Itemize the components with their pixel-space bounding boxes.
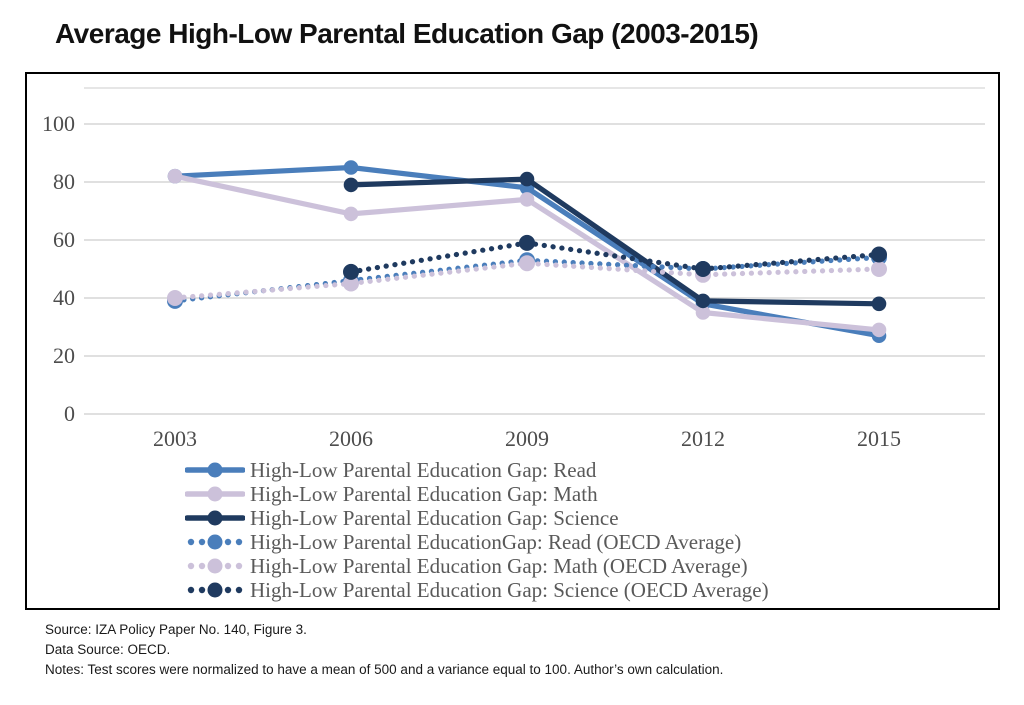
y-axis-labels [42, 111, 75, 426]
data-point-marker [872, 323, 887, 338]
y-tick-label: 40 [53, 285, 75, 310]
data-point-marker [872, 297, 887, 312]
data-point-marker [344, 178, 359, 193]
legend-marker-icon [185, 580, 245, 600]
legend-item [185, 458, 769, 482]
footer-notes-line: Notes: Test scores were normalized to have a mean of 500 and a variance equal to 100. Author’s own calculation. [45, 662, 724, 677]
data-point-marker [344, 207, 359, 222]
legend-label: High-Low Parental Education Gap: Science (OECD Average) [250, 577, 769, 602]
data-point-marker [167, 290, 183, 306]
legend-item [185, 554, 769, 578]
data-point-marker [520, 192, 535, 207]
legend-label: High-Low Parental Education Gap: Read [250, 457, 597, 482]
series-0 [168, 160, 887, 343]
x-tick-label: 2006 [329, 426, 373, 451]
y-tick-label: 60 [53, 227, 75, 252]
data-point-marker [344, 160, 359, 175]
legend-label: High-Low Parental Education Gap: Math [250, 481, 598, 506]
y-tick-label: 80 [53, 169, 75, 194]
legend-marker-icon [185, 532, 245, 552]
chart-title: Average High-Low Parental Education Gap (2003-2015) [55, 18, 759, 49]
chart-frame [25, 72, 1000, 610]
footer-source: Source: IZA Policy Paper No. 140, Figure 3. [45, 622, 307, 637]
series-2 [344, 172, 887, 311]
footer-notes [45, 620, 723, 680]
legend-label: High-Low Parental Education Gap: Science [250, 505, 619, 530]
y-tick-label: 0 [64, 401, 75, 426]
y-tick-label: 20 [53, 343, 75, 368]
y-tick-label: 100 [42, 111, 75, 136]
data-point-marker [695, 261, 711, 277]
data-point-marker [519, 235, 535, 251]
legend-label: High-Low Parental Education Gap: Math (OECD Average) [250, 553, 748, 578]
chart-legend [185, 458, 769, 602]
legend-item [185, 506, 769, 530]
data-point-marker [696, 294, 711, 309]
legend-item [185, 530, 769, 554]
x-tick-label: 2009 [505, 426, 549, 451]
legend-label: High-Low Parental EducationGap: Read (OECD Average) [250, 529, 742, 554]
x-axis-labels [153, 426, 901, 451]
legend-marker-icon [185, 556, 245, 576]
series-line [351, 179, 879, 304]
data-point-marker [871, 247, 887, 263]
legend-item [185, 482, 769, 506]
data-point-marker [871, 261, 887, 277]
data-point-marker [168, 169, 183, 184]
gridlines [84, 88, 985, 414]
x-tick-label: 2015 [857, 426, 901, 451]
legend-marker-icon [185, 484, 245, 504]
legend-marker-icon [185, 508, 245, 528]
data-point-marker [519, 255, 535, 271]
footer-data-source: Data Source: OECD. [45, 642, 171, 657]
x-tick-label: 2012 [681, 426, 725, 451]
legend-marker-icon [185, 460, 245, 480]
data-point-marker [520, 172, 535, 187]
legend-item [185, 578, 769, 602]
data-point-marker [343, 264, 359, 280]
x-tick-label: 2003 [153, 426, 197, 451]
